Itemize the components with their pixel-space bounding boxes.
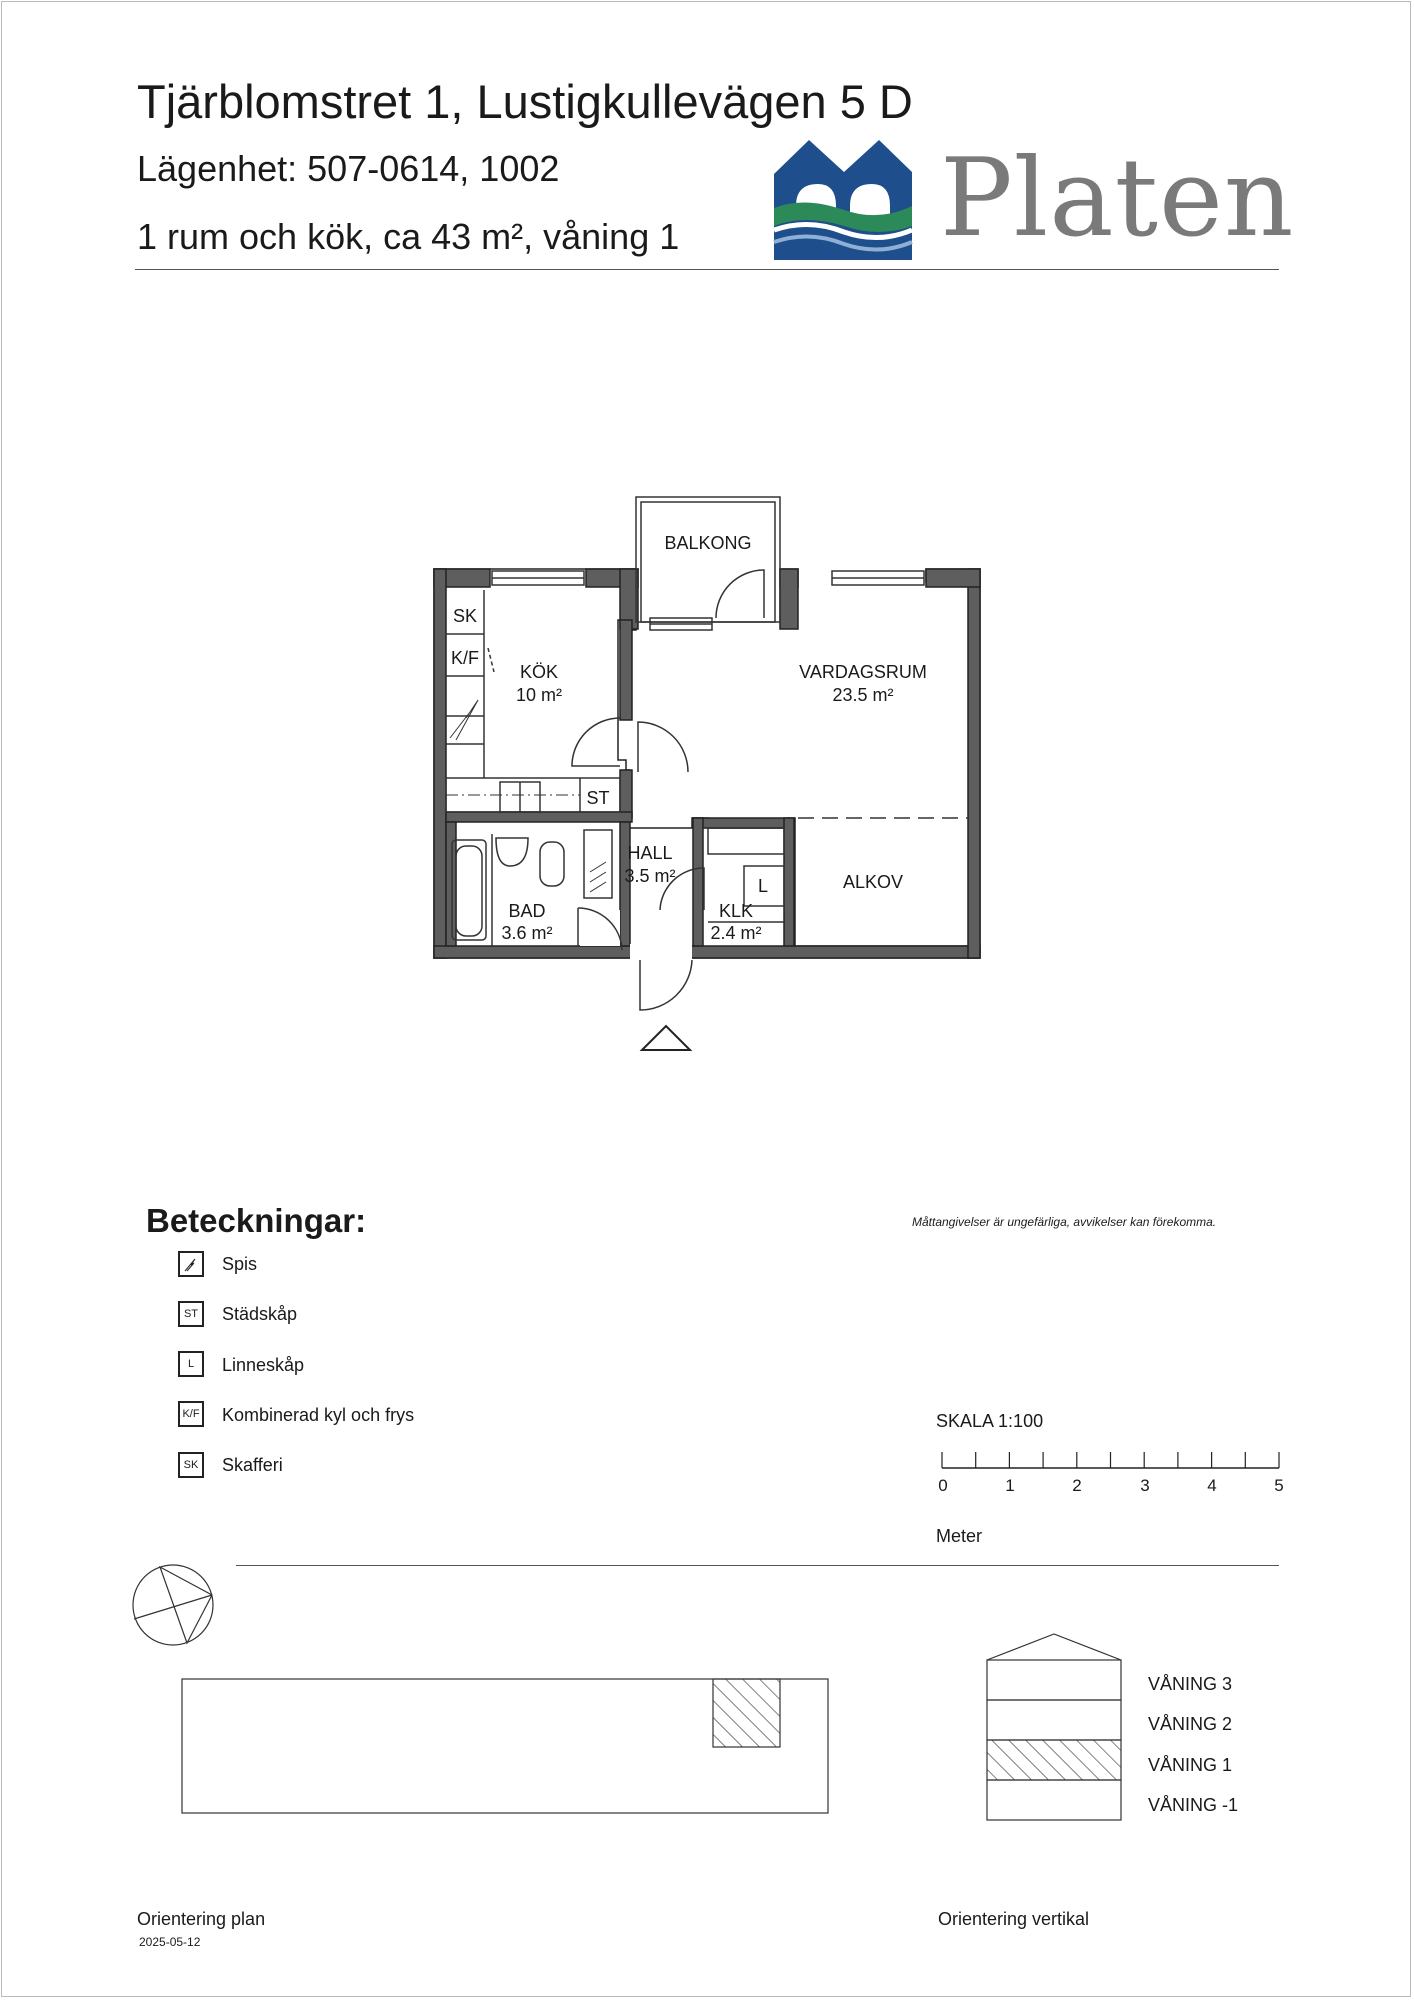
fixture-kf-label: K/F: [450, 648, 480, 668]
legend-l-box: L: [178, 1351, 204, 1377]
windows: [492, 571, 924, 960]
legend-spis-label: Spis: [222, 1254, 258, 1274]
site-plan: [181, 1678, 831, 1816]
floor-label-2: VÅNING 2: [1148, 1714, 1233, 1734]
room-vardagsrum-label: VARDAGSRUM: [799, 662, 927, 682]
scale-tick-1: 1: [1005, 1476, 1015, 1495]
address-title: Tjärblomstret 1, Lustigkullevägen 5 D: [137, 75, 913, 128]
floor-label-minus1: VÅNING -1: [1148, 1795, 1239, 1815]
scale-unit: Meter: [936, 1526, 983, 1546]
apartment-description: 1 rum och kök, ca 43 m², våning 1: [137, 216, 680, 257]
apartment-number: Lägenhet: 507-0614, 1002: [137, 148, 560, 189]
scale-tick-0: 0: [938, 1476, 948, 1495]
legend-st-label: Städskåp: [222, 1304, 298, 1324]
room-vardagsrum-area: 23.5 m²: [832, 685, 894, 705]
current-floor-marker: [987, 1740, 1121, 1780]
room-hall-label: HALL: [627, 843, 673, 863]
compass-icon: [130, 1562, 216, 1648]
floor-label-1: VÅNING 1: [1148, 1755, 1233, 1775]
legend-title: Beteckningar:: [146, 1202, 367, 1239]
legend-kf-label: Kombinerad kyl och frys: [222, 1405, 415, 1425]
orientation-vertical-label: Orientering vertikal: [938, 1909, 1090, 1929]
room-bad-area: 3.6 m²: [501, 923, 553, 943]
floor-stack: [986, 1633, 1122, 1825]
orientation-rule: [236, 1565, 1279, 1566]
room-klk-area: 2.4 m²: [710, 923, 762, 943]
room-kok-area: 10 m²: [515, 685, 563, 705]
floor-label-3: VÅNING 3: [1148, 1674, 1233, 1694]
room-alkov-label: ALKOV: [842, 872, 904, 892]
apartment-location-marker: [713, 1679, 780, 1747]
balcony: [636, 497, 780, 622]
room-klk-label: KLK: [718, 901, 754, 921]
scale-tick-5: 5: [1274, 1476, 1284, 1495]
brand-name: Platen: [940, 136, 1295, 261]
fixture-l-label: L: [757, 876, 769, 896]
scale-bar: [942, 1448, 1282, 1478]
plan-date: 2025-05-12: [139, 1935, 201, 1949]
legend-l-label: Linneskåp: [222, 1355, 305, 1375]
legend-st-box: ST: [178, 1301, 204, 1327]
fixture-st-label: ST: [586, 788, 610, 808]
fixture-sk-label: SK: [452, 606, 478, 626]
disclaimer-note: Måttangivelser är ungefärliga, avvikelser kan förekomma.: [912, 1215, 1217, 1229]
room-bad-label: BAD: [508, 901, 546, 921]
legend-sk-box: SK: [178, 1452, 204, 1478]
room-kok-label: KÖK: [519, 662, 559, 682]
legend-sk-label: Skafferi: [222, 1455, 283, 1475]
scale-title: SKALA 1:100: [936, 1411, 1044, 1431]
legend-kf-box: K/F: [178, 1401, 204, 1427]
scale-tick-4: 4: [1207, 1476, 1217, 1495]
orientation-plan-label: Orientering plan: [137, 1909, 266, 1929]
scale-tick-3: 3: [1140, 1476, 1150, 1495]
scale-tick-2: 2: [1072, 1476, 1082, 1495]
room-balkong-label: BALKONG: [664, 533, 752, 553]
entrance-arrow-icon: [642, 1026, 690, 1050]
stove-icon: [178, 1251, 204, 1277]
room-hall-area: 3.5 m²: [624, 866, 676, 886]
